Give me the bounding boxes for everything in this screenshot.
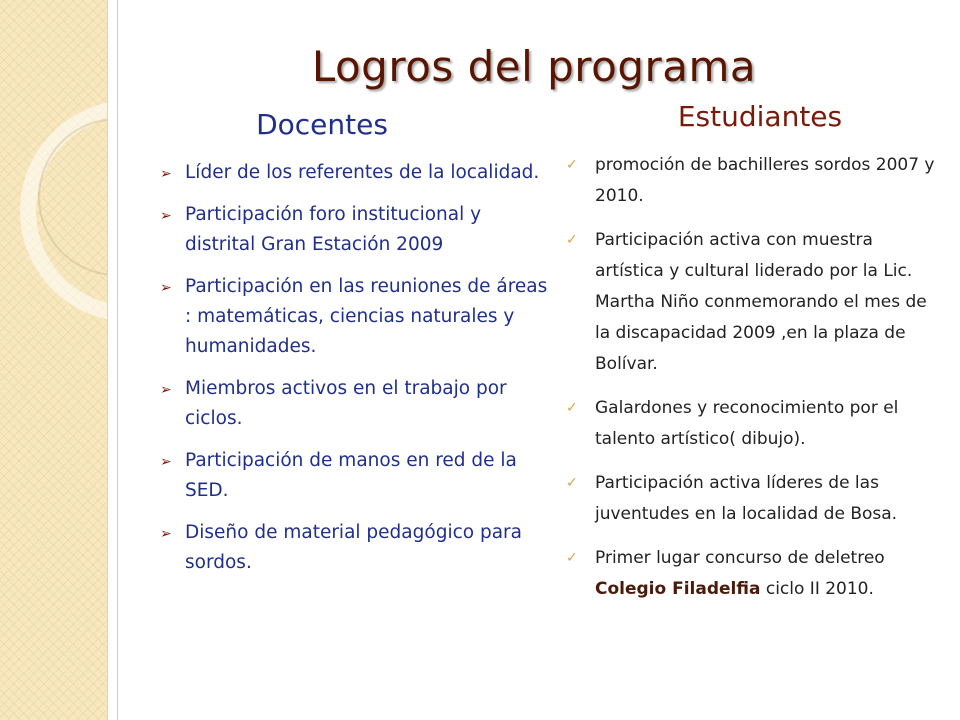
vertical-divider — [117, 0, 118, 720]
estudiantes-list-item — [566, 468, 936, 530]
estudiantes-list-item — [566, 393, 936, 455]
docentes-item-text: Miembros activos en el trabajo por ciclos. — [185, 378, 507, 429]
docentes-list-item — [160, 200, 550, 260]
estudiantes-item-text: Galardones y reconocimiento por el talento artístico( dibujo). — [595, 398, 899, 449]
docentes-list-item — [160, 446, 550, 506]
estudiantes-list-item — [566, 150, 936, 212]
checkmark-bullet-icon: ✓ — [566, 232, 578, 248]
docentes-list-item — [160, 158, 550, 188]
arrowhead-bullet-icon: ➢ — [160, 208, 172, 224]
slide-title: Logros del programa — [311, 42, 757, 91]
decorative-sidebar — [0, 0, 108, 720]
estudiantes-list — [566, 150, 936, 618]
docentes-item-text: Participación de manos en red de la SED. — [185, 450, 517, 501]
estudiantes-item-text: promoción de bachilleres sordos 2007 y 2010. — [595, 155, 935, 206]
estudiantes-item-text: Participación activa con muestra artística y cultural liderado por la Lic. Martha Niño conmemorando el mes de la discapacidad 2009 ,en la plaza de Bolívar. — [595, 230, 927, 374]
docentes-item-text: Diseño de material pedagógico para sordos. — [185, 522, 522, 573]
estudiantes-list-item — [566, 225, 936, 380]
docentes-item-text: Participación en las reuniones de áreas : matemáticas, ciencias naturales y humanidades. — [185, 276, 548, 357]
checkmark-bullet-icon: ✓ — [566, 475, 578, 491]
checkmark-bullet-icon: ✓ — [566, 400, 578, 416]
estudiantes-item-text: Participación activa líderes de las juventudes en la localidad de Bosa. — [595, 473, 898, 524]
docentes-item-text: Participación foro institucional y distrital Gran Estación 2009 — [185, 204, 482, 255]
estudiantes-item-text-before: Primer lugar concurso de deletreo — [595, 548, 885, 568]
colegio-filadelfia-text: Colegio Filadelfia — [595, 579, 761, 599]
estudiantes-item-text-after: ciclo II 2010. — [760, 579, 874, 599]
docentes-list-item — [160, 272, 550, 362]
docentes-list-item — [160, 374, 550, 434]
arrowhead-bullet-icon: ➢ — [160, 280, 172, 296]
checkmark-bullet-icon: ✓ — [566, 157, 578, 173]
arrowhead-bullet-icon: ➢ — [160, 382, 172, 398]
checkmark-bullet-icon: ✓ — [566, 550, 578, 566]
arrowhead-bullet-icon: ➢ — [160, 454, 172, 470]
estudiantes-list-item — [566, 543, 936, 605]
docentes-item-text: Líder de los referentes de la localidad. — [185, 162, 540, 183]
docentes-list-item — [160, 518, 550, 578]
docentes-heading: Docentes — [256, 108, 388, 141]
arrowhead-bullet-icon: ➢ — [160, 166, 172, 182]
arrowhead-bullet-icon: ➢ — [160, 526, 172, 542]
estudiantes-heading: Estudiantes — [677, 100, 843, 133]
docentes-list — [160, 158, 550, 590]
